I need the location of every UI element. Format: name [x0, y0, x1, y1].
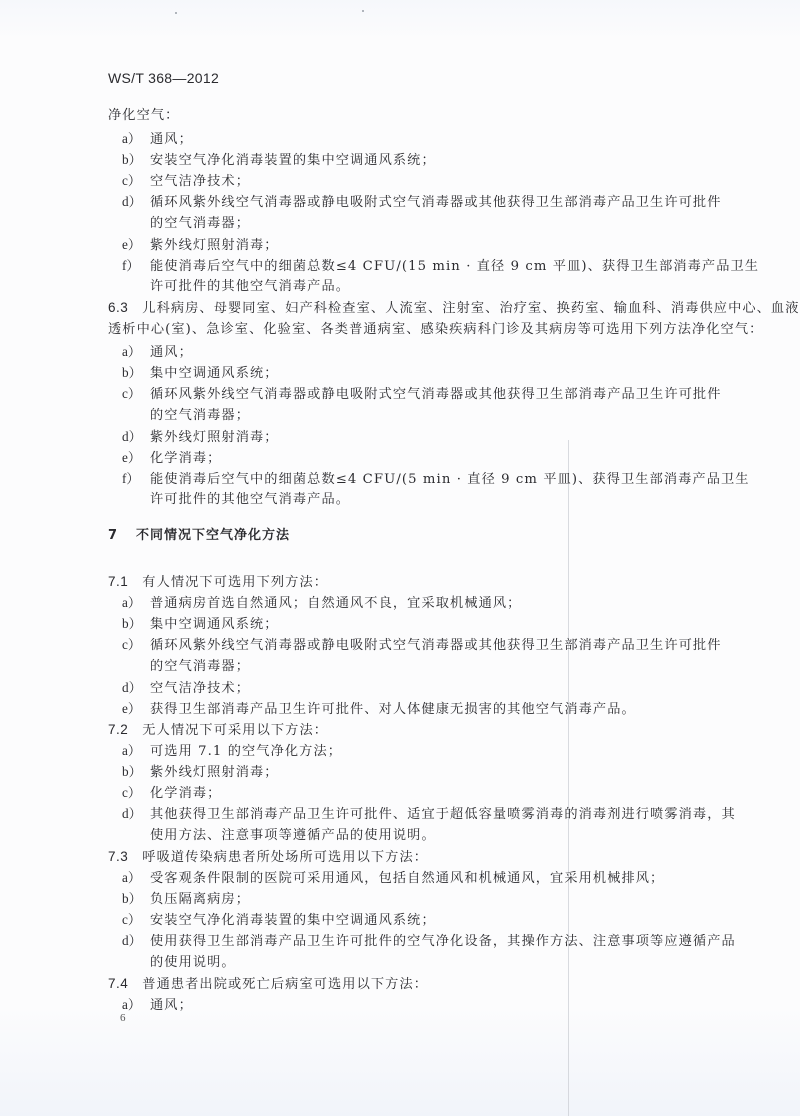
scan-dust-dot	[362, 10, 364, 12]
list-item-continuation: 的使用说明。	[150, 955, 236, 970]
list-item	[122, 364, 279, 383]
list-item-text: 可选用 7.1 的空气净化方法；	[150, 744, 343, 759]
list-item-text: 安装空气净化消毒装置的集中空调通风系统；	[150, 153, 436, 168]
list-marker: a）	[122, 743, 142, 758]
list-marker: a）	[122, 870, 142, 885]
list-marker: b）	[122, 764, 142, 779]
list-item-text: 通风；	[150, 345, 193, 360]
list-item	[122, 911, 436, 930]
clause-text: 有人情况下可选用下列方法：	[142, 575, 329, 590]
list-marker: a）	[122, 131, 142, 146]
list-item-text: 化学消毒；	[150, 451, 222, 466]
list-marker: c）	[122, 173, 142, 188]
clause-7-2	[108, 721, 328, 740]
list-item-text: 能使消毒后空气中的细菌总数≤4 CFU/(5 min · 直径 9 cm 平皿)、获得卫生部消毒产品卫生	[150, 472, 750, 487]
list-item	[122, 193, 722, 212]
list-item	[122, 172, 250, 191]
list-item	[122, 594, 521, 613]
list-marker: e）	[122, 701, 142, 716]
chapter-heading-7	[108, 527, 290, 545]
list-marker: f）	[122, 471, 140, 486]
list-item	[122, 343, 193, 362]
clause-6-3	[108, 299, 800, 318]
list-marker: e）	[122, 450, 142, 465]
list-item-continuation: 的空气消毒器；	[150, 408, 251, 423]
list-item-text: 循环风紫外线空气消毒器或静电吸附式空气消毒器或其他获得卫生部消毒产品卫生许可批件	[150, 387, 722, 402]
list-marker: c）	[122, 386, 142, 401]
list-item-text: 集中空调通风系统；	[150, 366, 279, 381]
clause-7-4	[108, 975, 428, 994]
list-marker: c）	[122, 912, 142, 927]
list-marker: a）	[122, 997, 142, 1012]
list-marker: b）	[122, 365, 142, 380]
clause-7-3	[108, 848, 428, 867]
list-item	[122, 385, 722, 404]
list-item	[122, 679, 250, 698]
list-marker: c）	[122, 637, 142, 652]
list-marker: d）	[122, 806, 142, 821]
list-item	[122, 636, 722, 655]
list-marker: a）	[122, 344, 142, 359]
list-item	[122, 996, 193, 1015]
list-item-text: 使用获得卫生部消毒产品卫生许可批件的空气净化设备，其操作方法、注意事项等应遵循产品	[150, 934, 736, 949]
clause-number: 7.1	[108, 574, 129, 589]
chapter-title: 不同情况下空气净化方法	[136, 528, 291, 543]
clause-text-continuation: 透析中心(室)、急诊室、化验室、各类普通病室、感染疾病科门诊及其病房等可选用下列方法净化空气：	[108, 322, 764, 337]
list-item	[122, 805, 736, 824]
list-item-text: 受客观条件限制的医院可采用通风，包括自然通风和机械通风，宜采用机械排风；	[150, 871, 665, 886]
clause-7-1	[108, 573, 328, 592]
list-marker: c）	[122, 785, 142, 800]
list-item-text: 循环风紫外线空气消毒器或静电吸附式空气消毒器或其他获得卫生部消毒产品卫生许可批件	[150, 195, 722, 210]
list-item-text: 负压隔离病房；	[150, 892, 251, 907]
page-number: 6	[120, 1012, 126, 1024]
list-marker: f）	[122, 258, 140, 273]
list-item-text: 能使消毒后空气中的细菌总数≤4 CFU/(15 min · 直径 9 cm 平皿)、获得卫生部消毒产品卫生	[150, 259, 760, 274]
list-item-text: 通风；	[150, 998, 193, 1013]
list-item	[122, 869, 664, 888]
list-item-text: 普通病房首选自然通风；自然通风不良，宜采取机械通风；	[150, 596, 522, 611]
list-marker: b）	[122, 891, 142, 906]
clause-number: 7.4	[108, 976, 129, 991]
scan-dust-dot	[175, 12, 177, 14]
scan-artifact-line	[568, 440, 569, 1116]
list-item	[122, 428, 279, 447]
list-item	[122, 763, 279, 782]
clause-number: 7.2	[108, 722, 129, 737]
list-marker: b）	[122, 152, 142, 167]
list-item	[122, 742, 342, 761]
list-item-text: 获得卫生部消毒产品卫生许可批件、对人体健康无损害的其他空气消毒产品。	[150, 702, 636, 717]
list-marker: a）	[122, 595, 142, 610]
list-item-text: 化学消毒；	[150, 786, 222, 801]
list-marker: d）	[122, 680, 142, 695]
list-marker: b）	[122, 616, 142, 631]
list-item	[122, 932, 736, 951]
list-marker: d）	[122, 429, 142, 444]
list-item-text: 紫外线灯照射消毒；	[150, 765, 279, 780]
list-item	[122, 615, 279, 634]
list-item-text: 紫外线灯照射消毒；	[150, 430, 279, 445]
list-item-continuation: 的空气消毒器；	[150, 216, 251, 231]
list-item	[122, 784, 221, 803]
list-item-text: 循环风紫外线空气消毒器或静电吸附式空气消毒器或其他获得卫生部消毒产品卫生许可批件	[150, 638, 722, 653]
list-item-continuation: 许可批件的其他空气消毒产品。	[150, 492, 351, 507]
list-item	[122, 470, 750, 489]
list-item	[122, 130, 193, 149]
clause-number: 7.3	[108, 849, 129, 864]
list-item	[122, 700, 636, 719]
list-item	[122, 236, 279, 255]
list-item-text: 安装空气净化消毒装置的集中空调通风系统；	[150, 913, 436, 928]
clause-text: 普通患者出院或死亡后病室可选用以下方法：	[142, 977, 429, 992]
list-item-text: 其他获得卫生部消毒产品卫生许可批件、适宜于超低容量喷雾消毒的消毒剂进行喷雾消毒，其	[150, 807, 736, 822]
clause-number: 6.3	[108, 300, 129, 315]
list-item	[122, 890, 250, 909]
list-item-continuation: 使用方法、注意事项等遵循产品的使用说明。	[150, 828, 436, 843]
list-marker: d）	[122, 194, 142, 209]
clause-intro-text: 净化空气：	[108, 108, 180, 123]
list-item-text: 紫外线灯照射消毒；	[150, 238, 279, 253]
clause-text: 呼吸道传染病患者所处场所可选用以下方法：	[142, 850, 429, 865]
list-item-continuation: 的空气消毒器；	[150, 659, 251, 674]
standard-code-header: WS/T 368—2012	[108, 70, 220, 86]
list-marker: e）	[122, 237, 142, 252]
list-item	[122, 151, 436, 170]
list-item	[122, 257, 759, 276]
list-item-text: 集中空调通风系统；	[150, 617, 279, 632]
list-item-text: 通风；	[150, 132, 193, 147]
chapter-number: 7	[108, 528, 119, 543]
list-marker: d）	[122, 933, 142, 948]
list-item-text: 空气洁净技术；	[150, 681, 251, 696]
list-item-continuation: 许可批件的其他空气消毒产品。	[150, 279, 351, 294]
clause-text: 儿科病房、母婴同室、妇产科检查室、人流室、注射室、治疗室、换药室、输血科、消毒供应中心、血液	[142, 301, 800, 316]
list-item	[122, 449, 221, 468]
list-item-text: 空气洁净技术；	[150, 174, 251, 189]
clause-text: 无人情况下可采用以下方法：	[142, 723, 329, 738]
